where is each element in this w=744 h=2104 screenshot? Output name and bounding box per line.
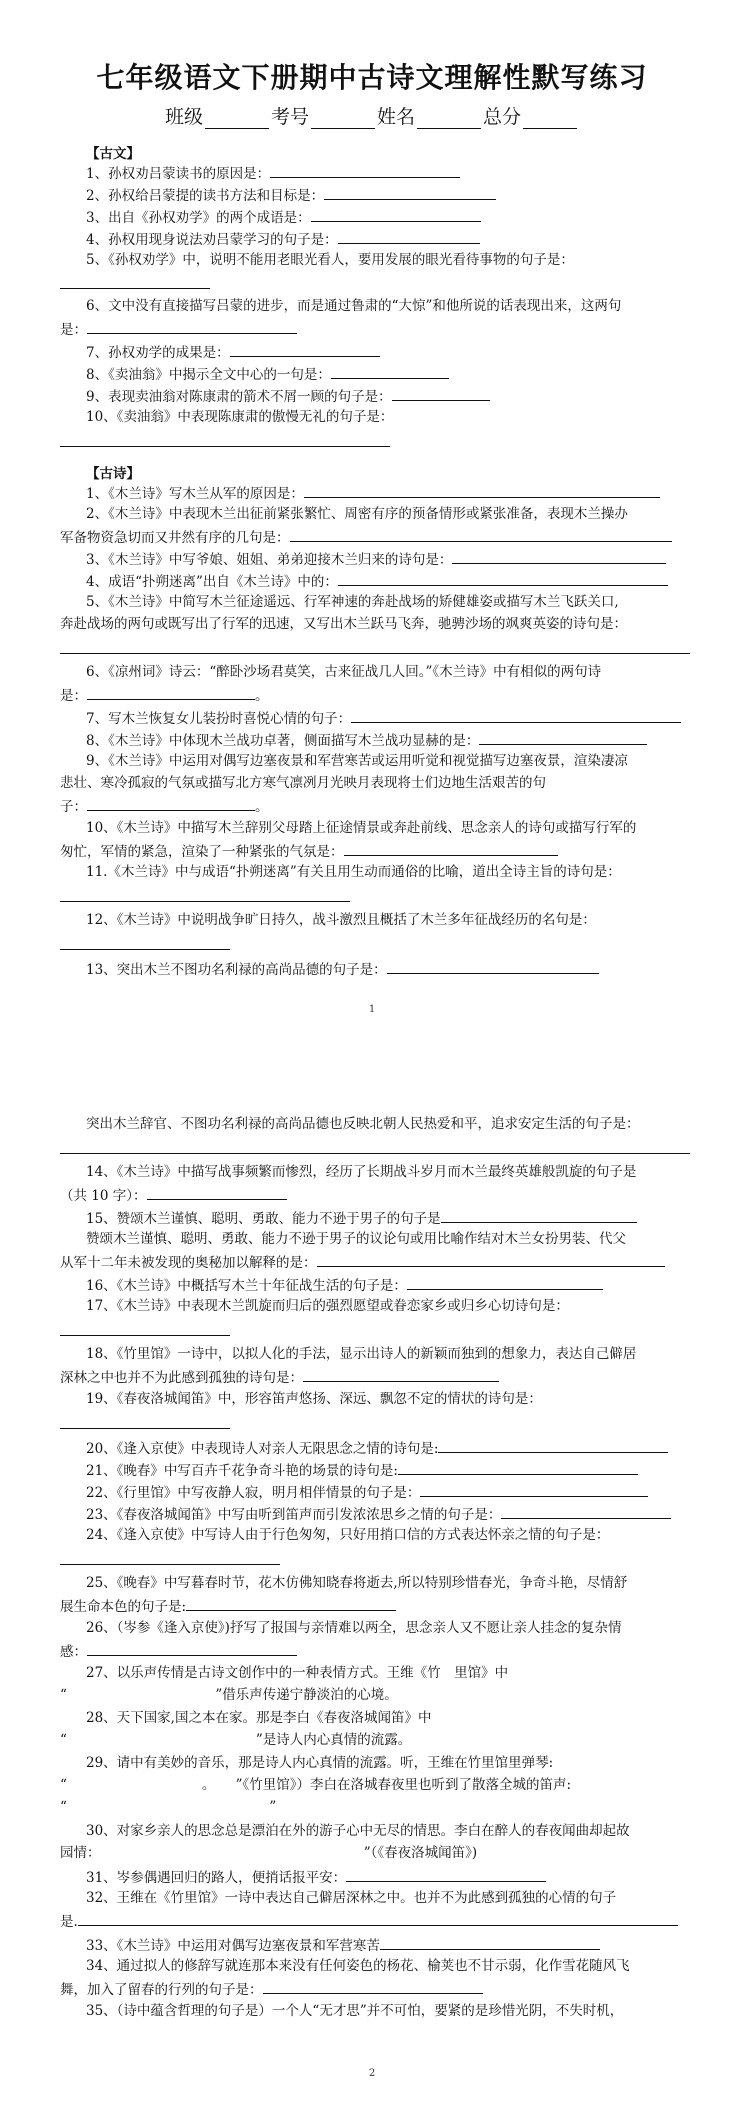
poetry-question-34: 34、通过拟人的修辞写就连那本来没有任何姿色的杨花、榆荚也不甘示弱，化作雪花随风飞 <box>86 1958 630 1974</box>
page-title: 七年级语文下册期中古诗文理解性默写练习 <box>96 61 648 94</box>
answer-blank[interactable] <box>303 1368 499 1382</box>
classical-question-10: 10、《卖油翁》中表现陈康肃的傲慢无礼的句子是： <box>86 409 394 425</box>
answer-blank[interactable] <box>87 686 255 700</box>
poetry-question-27-cont: “ ”借乐声传递宁静淡泊的心境。 <box>60 1687 398 1703</box>
answer-blank[interactable] <box>60 888 350 902</box>
classical-question-9: 9、表现卖油翁对陈康肃的箭术不屑一顾的句子是： <box>86 387 716 405</box>
classical-question-1: 1、孙权劝吕蒙读书的原因是： <box>86 164 716 182</box>
poetry-question-29-cont: “ 。 ”《竹里馆》）李白在洛城春夜里也听到了散落全城的笛声: <box>60 1777 572 1793</box>
answer-blank[interactable] <box>351 709 681 723</box>
poetry-question-15: 15、赞颂木兰谨慎、聪明、勇敢、能力不逊于男子的句子是 <box>86 1209 716 1227</box>
poetry-question-31: 31、岑参偶遇回归的路人，便捎话报平安： <box>86 1868 716 1886</box>
name-label: 姓名 <box>377 106 416 128</box>
answer-blank[interactable] <box>60 275 210 289</box>
classical-question-7: 7、孙权劝学的成果是： <box>86 343 716 361</box>
poetry-question-11-blank <box>60 888 690 906</box>
name-blank[interactable] <box>417 108 481 129</box>
poetry-question-9-cont2: 子： 。 <box>60 799 269 815</box>
poetry-question-32-cont: 是. <box>60 1912 690 1930</box>
answer-blank[interactable] <box>420 1483 648 1497</box>
poetry-question-3: 3、《木兰诗》中写爷娘、姐姐、弟弟迎接木兰归来的诗句是： <box>86 550 716 568</box>
poetry-question-30: 30、对家乡亲人的思念总是漂泊在外的游子心中无尽的情思。李白在醉人的春夜闻曲却起故 <box>86 1823 630 1839</box>
score-blank[interactable] <box>523 108 577 129</box>
answer-blank[interactable] <box>263 1980 483 1994</box>
poetry-question-13-alt: 突出木兰辞官、不图功名利禄的高尚品德也反映北朝人民热爱和平，追求安定生活的句子是： <box>86 1116 640 1132</box>
poetry-question-10-cont: 匆忙，军情的紧急，渲染了一种紧张的气氛是： <box>60 842 690 860</box>
answer-blank[interactable] <box>407 1276 603 1290</box>
poetry-question-9-cont: 悲壮、寒冷孤寂的气氛或描写北方寒气凛冽月光映月表现将士们边地生活艰苦的句 <box>60 775 546 791</box>
section-poetry: 【古诗】 <box>86 466 140 482</box>
classical-question-6: 6、文中没有直接描写吕蒙的进步，而是通过鲁肃的“大惊”和他所说的话表现出来，这两句 <box>86 298 622 314</box>
poetry-question-19-blank <box>60 1415 690 1433</box>
poetry-question-11: 11.《木兰诗》中与成语“扑朔迷离”有关且用生动而通俗的比喻，道出全诗主旨的诗句是： <box>86 864 621 880</box>
answer-blank[interactable] <box>398 1461 638 1475</box>
number-blank[interactable] <box>311 108 375 129</box>
answer-blank[interactable] <box>452 550 666 564</box>
poetry-question-30-cont: 园情： ”（《春夜洛城闻笛》) <box>60 1845 478 1861</box>
poetry-question-10: 10、《木兰诗》中描写木兰辞别父母踏上征途情景或奔赴前线、思念亲人的诗句或描写行军的 <box>86 820 637 836</box>
poetry-question-23: 23、《春夜洛城闻笛》中写由听到笛声而引发浓浓思乡之情的句子是： <box>86 1505 716 1523</box>
poetry-question-12-blank <box>60 936 690 954</box>
answer-blank[interactable] <box>147 1186 287 1200</box>
poetry-question-25: 25、《晚春》中写暮春时节，花木仿佛知晓春将逝去,所以特别珍惜春光，争奇斗艳，尽情舒 <box>86 1575 628 1591</box>
poetry-question-15-alt-cont: 从军十二年未被发现的奥秘加以解释的是： <box>60 1253 690 1271</box>
poetry-question-17-blank <box>60 1322 690 1340</box>
answer-blank[interactable] <box>317 1253 665 1267</box>
class-label: 班级 <box>164 106 203 128</box>
poetry-question-5: 5、《木兰诗》中简写木兰征途遥远、行军神速的奔赴战场的矫健雄姿或描写木兰飞跃关口, <box>86 594 619 610</box>
poetry-question-5-blank <box>60 640 690 658</box>
answer-blank[interactable] <box>501 1505 671 1519</box>
classical-question-8: 8、《卖油翁》中揭示全文中心的一句是： <box>86 365 716 383</box>
poetry-question-13: 13、突出木兰不图功名利禄的高尚品德的句子是： <box>86 960 716 978</box>
answer-blank[interactable] <box>290 528 672 542</box>
poetry-question-7: 7、写木兰恢复女儿装扮时喜悦心情的句子： <box>86 709 716 727</box>
answer-blank[interactable] <box>344 842 558 856</box>
answer-blank[interactable] <box>270 164 460 178</box>
answer-blank[interactable] <box>60 1415 230 1429</box>
classical-question-5: 5、《孙权劝学》中，说明不能用老眼光看人，要用发展的眼光看待事物的句子是： <box>86 252 574 268</box>
poetry-question-17: 17、《木兰诗》中表现木兰凯旋而归后的强烈愿望或眷恋家乡或归乡心切诗句是： <box>86 1298 569 1314</box>
poetry-question-29: 29、请中有美妙的音乐，那是诗人内心真情的流露。听，王维在竹里馆里弹琴: <box>86 1755 554 1771</box>
classical-question-2: 2、孙权给吕蒙提的读书方法和目标是： <box>86 186 716 204</box>
answer-blank[interactable] <box>392 387 490 401</box>
poetry-question-25-cont: 展生命本色的句子是: <box>60 1597 690 1615</box>
page-2 <box>0 1060 744 2104</box>
answer-blank[interactable] <box>331 365 449 379</box>
answer-blank[interactable] <box>230 343 380 357</box>
poetry-question-9: 9、《木兰诗》中运用对偶写边塞夜景和军营寒苦或运用听觉和视觉描写边塞夜景，渲染凄凉 <box>86 753 628 769</box>
classical-question-5-blank <box>60 275 690 293</box>
answer-blank[interactable] <box>60 936 230 950</box>
answer-blank[interactable] <box>60 1551 280 1565</box>
poetry-question-13-alt-blank <box>60 1140 690 1158</box>
number-label: 考号 <box>270 106 309 128</box>
poetry-question-2-cont: 军备物资急切而又井然有序的几句是： <box>60 528 690 546</box>
poetry-question-24: 24、《逢入京使》中写诗人由于行色匆匆，只好用捎口信的方式表达怀亲之情的句子是： <box>86 1527 610 1543</box>
answer-blank[interactable] <box>60 433 390 447</box>
poetry-question-26-cont: 感： <box>60 1642 690 1660</box>
poetry-question-15-alt: 赞颂木兰谨慎、聪明、勇敢、能力不逊于男子的议论句或用比喻作结对木兰女扮男装、代父 <box>86 1231 626 1247</box>
answer-blank[interactable] <box>87 1642 297 1656</box>
classical-question-4: 4、孙权用现身说法劝吕蒙学习的句子是： <box>86 230 716 248</box>
poetry-question-21: 21、《晚春》中写百卉千花争奇斗艳的场景的诗句是: <box>86 1461 716 1479</box>
page-number: 1 <box>368 1004 376 1015</box>
classical-question-3: 3、出自《孙权劝学》的两个成语是： <box>86 208 716 226</box>
answer-blank[interactable] <box>380 1936 600 1950</box>
poetry-question-34-cont: 舞，加入了留春的行列的句子是： <box>60 1980 690 1998</box>
answer-blank[interactable] <box>60 1140 690 1154</box>
poetry-question-2: 2、《木兰诗》中表现木兰出征前紧张繁忙、周密有序的预备情形或紧张准备，表现木兰操办 <box>86 506 628 522</box>
poetry-question-26: 26、（岑参《逢入京使》)抒写了报国与亲情难以两全，思念亲人又不愿让亲人挂念的复杂情 <box>86 1620 622 1636</box>
poetry-question-8: 8、《木兰诗》中体现木兰战功卓著，侧面描写木兰战功显赫的是： <box>86 731 716 749</box>
poetry-question-28: 28、天下国家,国之本在家。那是李白《春夜洛城闻笛》中 <box>86 1710 432 1726</box>
score-label: 总分 <box>483 106 522 128</box>
poetry-question-22: 22、《行里馆》中写夜静人寂，明月相伴情景的句子是： <box>86 1483 716 1501</box>
poetry-question-20: 20、《逢入京使》中表现诗人对亲人无限思念之情的诗句是: <box>86 1439 716 1457</box>
answer-blank[interactable] <box>387 960 599 974</box>
poetry-question-14-cont: （共 10 字）： <box>60 1186 690 1204</box>
poetry-question-4: 4、成语“扑朔迷离”出自《木兰诗》中的： <box>86 572 716 590</box>
answer-blank[interactable] <box>311 208 481 222</box>
poetry-question-27: 27、以乐声传情是古诗文创作中的一种表情方式。王维《竹 里馆》中 <box>86 1665 509 1681</box>
answer-blank[interactable] <box>438 1439 668 1453</box>
class-blank[interactable] <box>205 108 269 129</box>
answer-blank[interactable] <box>78 1912 678 1926</box>
student-info-line <box>0 102 744 129</box>
answer-blank[interactable] <box>304 484 660 498</box>
poetry-question-29-cont2: “ ” <box>60 1799 277 1815</box>
answer-blank[interactable] <box>87 797 255 811</box>
answer-blank[interactable] <box>479 731 647 745</box>
poetry-question-12: 12、《木兰诗》中说明战争旷日持久，战斗激烈且概括了木兰多年征战经历的名句是： <box>86 912 596 928</box>
answer-blank[interactable] <box>87 320 297 334</box>
answer-blank[interactable] <box>186 1597 396 1611</box>
poetry-question-19: 19、《春夜洛城闻笛》中，形容笛声悠扬、深远、飘忽不定的情状的诗句是： <box>86 1391 542 1407</box>
poetry-question-16: 16、《木兰诗》中概括写木兰十年征战生活的句子是： <box>86 1276 716 1294</box>
poetry-question-24-blank <box>60 1551 690 1569</box>
classical-question-10-blank <box>60 433 690 451</box>
poetry-question-1: 1、《木兰诗》写木兰从军的原因是： <box>86 484 716 502</box>
answer-blank[interactable] <box>324 186 496 200</box>
answer-blank[interactable] <box>346 1868 546 1882</box>
answer-blank[interactable] <box>60 640 690 654</box>
poetry-question-6-cont: 是： 。 <box>60 688 269 704</box>
poetry-question-6: 6、《凉州词》诗云：“醉卧沙场君莫笑，古来征战几人回。”《木兰诗》中有相似的两句诗 <box>86 664 602 680</box>
section-classical: 【古文】 <box>86 146 140 162</box>
poetry-question-18-cont: 深林之中也并不为此感到孤独的诗句是： <box>60 1368 690 1386</box>
poetry-question-5-cont: 奔赴战场的两句或既写出了行军的迅速，又写出木兰跃马飞奔，驰骋沙场的飒爽英姿的诗句是： <box>60 616 627 632</box>
poetry-question-33: 33、《木兰诗》中运用对偶写边塞夜景和军营寒苦 <box>86 1936 716 1954</box>
answer-blank[interactable] <box>338 230 480 244</box>
poetry-question-35: 35、（诗中蕴含哲理的句子是）一个人“无才思”并不可怕，要紧的是珍惜光阴，不失时机， <box>86 2003 624 2019</box>
answer-blank[interactable] <box>338 572 668 586</box>
poetry-question-18: 18、《竹里馆》一诗中，以拟人化的手法，显示出诗人的新颖而独到的想象力，表达自己僻居 <box>86 1346 637 1362</box>
answer-blank[interactable] <box>441 1209 637 1223</box>
answer-blank[interactable] <box>60 1322 230 1336</box>
classical-question-6-cont: 是： <box>60 320 690 338</box>
page-number: 2 <box>368 2068 376 2079</box>
poetry-question-14: 14、《木兰诗》中描写战事频繁而惨烈，经历了长期战斗岁月而木兰最终英雄般凯旋的句子是 <box>86 1164 637 1180</box>
poetry-question-32: 32、王维在《竹里馆》一诗中表达自己僻居深林之中。也并不为此感到孤独的心情的句子 <box>86 1890 617 1906</box>
poetry-question-28-cont: “ ”是诗人内心真情的流露。 <box>60 1732 412 1748</box>
